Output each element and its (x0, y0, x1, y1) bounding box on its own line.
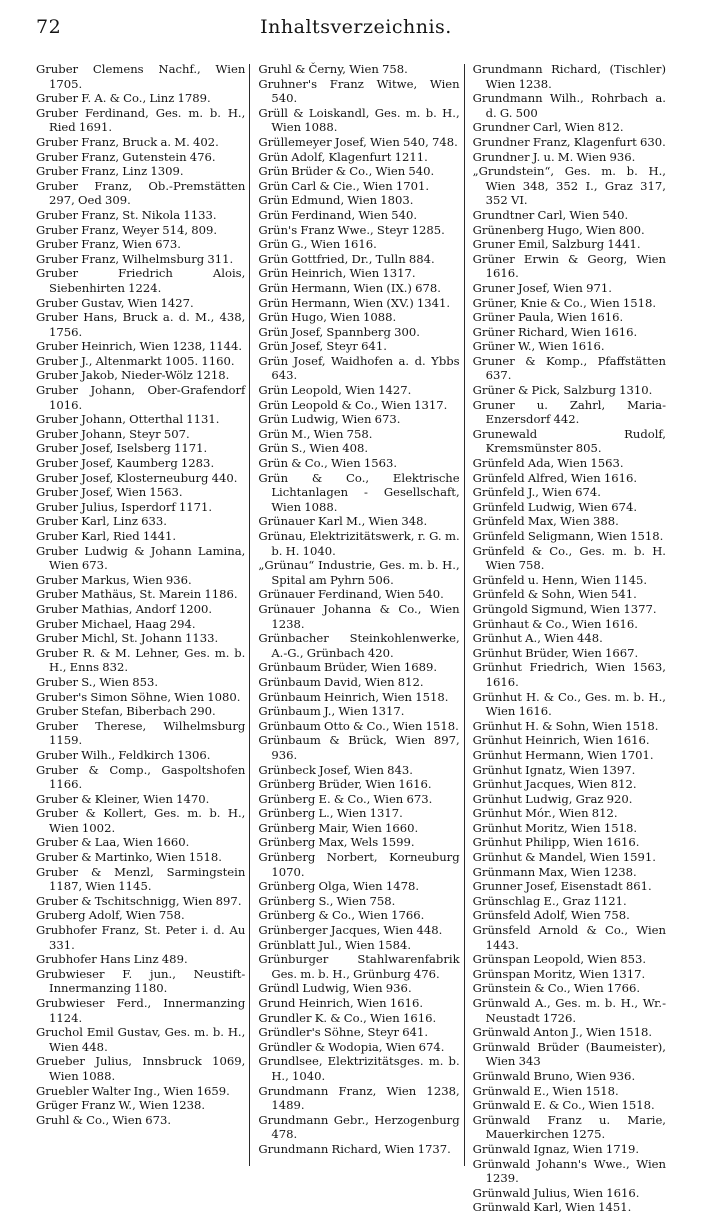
index-entry: Grüner & Pick, Salzburg 1310. (472, 383, 653, 398)
index-entry: Grünfeld Max, Wien 388. (472, 514, 619, 529)
index-entry: Grünwald Brüder (Baumeister), Wien 343 (472, 1039, 666, 1069)
index-entry: Grünauer Johanna & Co., Wien 1238. (258, 601, 460, 631)
index-entry: Grünfeld & Co., Ges. m. b. H. Wien 758. (472, 543, 666, 573)
index-entry: Grünhut H. & Co., Ges. m. b. H., Wien 1616. (472, 689, 666, 719)
index-entry: Grünauer Karl M., Wien 348. (258, 514, 428, 529)
index-entry: Grün Heinrich, Wien 1317. (258, 266, 416, 281)
index-entry: Grün M., Wien 758. (258, 426, 373, 441)
index-entry: Gruber & Kleiner, Wien 1470. (36, 791, 210, 806)
index-entry: Grünenberg Hugo, Wien 800. (472, 222, 645, 237)
index-entry: Grün Leopold, Wien 1427. (258, 383, 412, 398)
index-entry: Gruber & Laa, Wien 1660. (36, 835, 190, 850)
index-entry: Grüner Erwin & Georg, Wien 1616. (472, 251, 666, 281)
index-entry: Grünwald Johann's Wwe., Wien 1239. (472, 1156, 666, 1186)
index-entry: Gruber Michl, St. Johann 1133. (36, 631, 219, 646)
index-entry: Grünbaum Otto & Co., Wien 1518. (258, 718, 459, 733)
index-entry: Grünfeld & Sohn, Wien 541. (472, 587, 637, 602)
index-entry: Grünbeck Josef, Wien 843. (258, 762, 413, 777)
index-entry: Grünhut Jacques, Wien 812. (472, 777, 637, 792)
index-entry: Grünburger Stahlwarenfabrik Ges. m. b. H., Grünburg 476. (258, 952, 460, 981)
index-entry: Grundmann Gebr., Herzogenburg 478. (258, 1112, 460, 1142)
index-entry: Gruber Clemens Nachf., Wien 1705. (36, 62, 246, 91)
index-entry: Gruber S., Wien 853. (36, 674, 159, 689)
index-entry: „Grünau“ Industrie, Ges. m. b. H., Spital am Pyhrn 506. (258, 558, 460, 587)
index-entry: Grünberg Olga, Wien 1478. (258, 879, 420, 894)
index-entry: Gruber Johann, Steyr 507. (36, 426, 190, 441)
index-entry: Grüllemeyer Josef, Wien 540, 748. (258, 134, 458, 149)
index-entry: Grünhut Ludwig, Graz 920. (472, 791, 633, 806)
index-entry: Grünstein & Co., Wien 1766. (472, 981, 641, 996)
index-entry: Grundlsee, Elektrizitätsges. m. b. H., 1040. (258, 1054, 460, 1083)
index-entry: Grün Josef, Steyr 641. (258, 339, 387, 354)
index-entry: Gruber Michael, Haag 294. (36, 616, 196, 631)
index-entry: Grüner Paula, Wien 1616. (472, 310, 624, 325)
index-entry: Grün Hermann, Wien (IX.) 678. (258, 280, 441, 295)
index-entry: Gruber Josef, Kaumberg 1283. (36, 456, 215, 471)
index-entry: Grundner Carl, Wien 812. (472, 120, 624, 135)
index-entry: Gruber Wilh., Feldkirch 1306. (36, 747, 211, 762)
index-entry: Gruber Josef, Iselsberg 1171. (36, 441, 208, 456)
index-entry: Gruber Franz, Linz 1309. (36, 164, 184, 179)
index-entry: Grundmann Richard, (Tischler) Wien 1238. (472, 62, 666, 91)
index-entry: Grün Leopold & Co., Wien 1317. (258, 397, 448, 412)
index-entry: Gruner u. Zahrl, Maria-Enzersdorf 442. (472, 397, 666, 427)
index-entry: Grünberg S., Wien 758. (258, 893, 396, 908)
index-entry: Grünsfeld Adolf, Wien 758. (472, 908, 630, 923)
index-entry: Gruber F. A. & Co., Linz 1789. (36, 91, 211, 106)
page-title: Inhaltsverzeichnis. (260, 16, 452, 38)
index-entry: Grüner, Knie & Co., Wien 1518. (472, 295, 657, 310)
index-entry: Grünschlag E., Graz 1121. (472, 893, 627, 908)
index-entry: Gruber Johann, Ober-Grafendorf 1016. (36, 383, 246, 412)
index-entry: Gruber Hans, Bruck a. d. M., 438, 1756. (36, 310, 246, 339)
index-entry: Grünfeld u. Henn, Wien 1145. (472, 572, 648, 587)
index-entry: Grün Hermann, Wien (XV.) 1341. (258, 295, 451, 310)
index-entry: Grün Ferdinand, Wien 540. (258, 207, 418, 222)
index-entry: Gruber Franz, Bruck a. M. 402. (36, 134, 219, 149)
index-entry: Grünwald Franz u. Marie, Mauerkirchen 1275. (472, 1112, 666, 1142)
index-entry: Grünberg Norbert, Korneuburg 1070. (258, 850, 460, 879)
index-entry: Gruber & Martinko, Wien 1518. (36, 850, 222, 865)
index-entry: Grünwald E. & Co., Wien 1518. (472, 1098, 655, 1113)
index-entry: Grün Gottfried, Dr., Tulln 884. (258, 251, 435, 266)
index-entry: Grün's Franz Wwe., Steyr 1285. (258, 222, 445, 237)
index-entry: Grünhut Friedrich, Wien 1563, 1616. (472, 660, 666, 689)
index-entry: Grünwald Bruno, Wien 936. (472, 1068, 636, 1083)
index-entry: Gruber R. & M. Lehner, Ges. m. b. H., Enns 832. (36, 645, 246, 675)
index-entry: Grün Brüder & Co., Wien 540. (258, 164, 435, 179)
index-entry: Gruber Franz, Wilhelmsburg 311. (36, 251, 234, 266)
index-entry: Gruber & Kollert, Ges. m. b. H., Wien 1002. (36, 806, 246, 835)
index-entry: Grüger Franz W., Wien 1238. (36, 1098, 206, 1113)
index-entry: Gründl Ludwig, Wien 936. (258, 981, 412, 996)
index-entry: Gruchol Emil Gustav, Ges. m. b. H., Wien 448. (36, 1025, 246, 1054)
index-entry: Grund Heinrich, Wien 1616. (258, 996, 424, 1010)
index-entry: Grünberg Mair, Wien 1660. (258, 820, 419, 835)
index-entry: Grünberg E. & Co., Wien 673. (258, 791, 433, 806)
index-entry: Gruber J., Altenmarkt 1005. 1160. (36, 353, 235, 368)
index-column-3 (465, 62, 666, 1215)
index-entry: Grünfeld Ludwig, Wien 674. (472, 499, 638, 514)
index-entry: Gruhl & Co., Wien 673. (36, 1112, 172, 1127)
index-entry: Grünwald Anton J., Wien 1518. (472, 1025, 653, 1040)
index-entry: Grüngold Sigmund, Wien 1377. (472, 601, 657, 616)
index-entry: Gruber Franz, Wien 673. (36, 237, 181, 252)
index-entry: Gruber Gustav, Wien 1427. (36, 295, 194, 310)
index-entry: Grubhofer Hans Linz 489. (36, 952, 188, 967)
index-entry: Gruner & Komp., Pfaffstätten 637. (472, 353, 666, 383)
page-number: 72 (36, 16, 62, 38)
index-entry: Gruber Heinrich, Wien 1238, 1144. (36, 339, 243, 354)
index-entry: Grueber Julius, Innsbruck 1069, Wien 1088. (36, 1054, 246, 1083)
index-entry: Grünhut Brüder, Wien 1667. (472, 645, 639, 660)
index-entry: Grünhut & Mandel, Wien 1591. (472, 850, 656, 865)
index-entry: Gruhner's Franz Witwe, Wien 540. (258, 76, 460, 106)
index-entry: Grünhut Moritz, Wien 1518. (472, 820, 638, 835)
index-entry: Grünbaum Heinrich, Wien 1518. (258, 689, 449, 704)
index-entry: Gruber & Comp., Gaspoltshofen 1166. (36, 762, 246, 792)
index-entry: Grünbaum J., Wien 1317. (258, 704, 405, 719)
index-entry: Gruberg Adolf, Wien 758. (36, 908, 185, 923)
index-entry: Grün S., Wien 408. (258, 441, 369, 456)
index-entry: Grubwieser F. jun., Neustift-Innermanzing 1180. (36, 966, 246, 996)
index-entry: Gruber & Tschitschnigg, Wien 897. (36, 893, 242, 908)
index-entry: Grundmann Wilh., Rohrbach a. d. G. 500 (472, 91, 666, 120)
index-entry: Gruebler Walter Ing., Wien 1659. (36, 1083, 230, 1098)
index-entry: Gruber's Simon Söhne, Wien 1080. (36, 689, 241, 704)
index-entry: Gruber Friedrich Alois, Siebenhirten 1224. (36, 266, 246, 295)
index-entry: Gruber Markus, Wien 936. (36, 572, 192, 587)
index-entry: Grünmann Max, Wien 1238. (472, 864, 637, 879)
index-entry: Grünhaut & Co., Wien 1616. (472, 616, 638, 631)
index-entry: Grün Edmund, Wien 1803. (258, 193, 414, 208)
index-entry: Gruber & Menzl, Sarmingstein 1187, Wien 1145. (36, 864, 246, 894)
index-entry: Grüner Richard, Wien 1616. (472, 324, 638, 339)
index-entry: Grün G., Wien 1616. (258, 237, 377, 252)
index-entry: Gruber Julius, Isperdorf 1171. (36, 499, 213, 514)
index-entry: Grüll & Loiskandl, Ges. m. b. H., Wien 1088. (258, 105, 460, 135)
index-entry: Grünfeld Ada, Wien 1563. (472, 456, 624, 471)
page-header (0, 0, 712, 52)
index-entry: Gruber Franz, Weyer 514, 809. (36, 222, 218, 237)
index-entry: Gruner Emil, Salzburg 1441. (472, 237, 641, 252)
index-entry: Grün Hugo, Wien 1088. (258, 310, 397, 325)
index-entry: Grünspan Moritz, Wien 1317. (472, 966, 646, 981)
index-entry: Grünwald A., Ges. m. b. H., Wr.-Neustadt 1726. (472, 996, 666, 1025)
index-entry: Grünbaum & Brück, Wien 897, 936. (258, 733, 460, 762)
index-entry: Grünhut Heinrich, Wien 1616. (472, 733, 650, 748)
index-entry: Grünfeld Alfred, Wien 1616. (472, 470, 638, 485)
index-entry: Grün & Co., Wien 1563. (258, 456, 398, 471)
index-entry: Gruber Karl, Linz 633. (36, 514, 167, 529)
index-entry: Grün Josef, Spannberg 300. (258, 324, 420, 339)
index-entry: Grünhut Philipp, Wien 1616. (472, 835, 640, 850)
index-entry: Gruber Karl, Ried 1441. (36, 529, 177, 543)
index-entry: Grünfeld Seligmann, Wien 1518. (472, 529, 664, 543)
index-entry: Gruber Johann, Otterthal 1131. (36, 412, 220, 427)
index-entry: Gruber Josef, Klosterneuburg 440. (36, 470, 238, 485)
index-entry: Gruber Therese, Wilhelmsburg 1159. (36, 718, 246, 748)
index-entry: Grünbacher Steinkohlenwerke, A.-G., Grünbach 420. (258, 631, 460, 660)
index-entry: Grünberg L., Wien 1317. (258, 806, 403, 821)
index-entry: Grünberger Jacques, Wien 448. (258, 923, 443, 938)
index-entry: Grünsfeld Arnold & Co., Wien 1443. (472, 923, 666, 952)
index-entry: Grubwieser Ferd., Innermanzing 1124. (36, 996, 246, 1025)
index-entry: Gruber Mathias, Andorf 1200. (36, 601, 213, 616)
index-entry: Grün Carl & Cie., Wien 1701. (258, 178, 430, 193)
index-column-2 (250, 62, 463, 1166)
index-entry: Grünbaum David, Wien 812. (258, 674, 424, 689)
index-entry: Grünwald Julius, Wien 1616. (472, 1185, 640, 1200)
index-entry: Gruner Josef, Wien 971. (472, 280, 612, 295)
index-entry: Grunewald Rudolf, Kremsmünster 805. (472, 426, 666, 456)
index-entry: Grüner W., Wien 1616. (472, 339, 605, 354)
index-entry: Gründler & Wodopia, Wien 674. (258, 1039, 445, 1054)
index-entry: Gruhl & Černy, Wien 758. (258, 62, 408, 76)
index-entry: Grünwald Karl, Wien 1451. (472, 1200, 632, 1215)
index-entry: Grundmann Richard, Wien 1737. (258, 1141, 451, 1156)
index-entry: Grunner Josef, Eisenstadt 861. (472, 879, 652, 894)
index-entry: Grünspan Leopold, Wien 853. (472, 952, 647, 967)
index-entry: Grünblatt Jul., Wien 1584. (258, 937, 412, 952)
index-entry: Grubhofer Franz, St. Peter i. d. Au 331. (36, 923, 246, 952)
index-entry: „Grundstein“, Ges. m. b. H., Wien 348, 352 I., Graz 317, 352 VI. (472, 164, 666, 208)
index-columns (36, 62, 666, 1215)
index-entry: Grundner J. u. M. Wien 936. (472, 149, 636, 164)
index-entry: Grünhut A., Wien 448. (472, 631, 603, 646)
index-entry: Grün Adolf, Klagenfurt 1211. (258, 149, 428, 164)
index-entry: Gruber Franz, Ob.-Premstätten 297, Oed 309. (36, 178, 246, 208)
index-entry: Gruber Franz, Gutenstein 476. (36, 149, 216, 164)
index-entry: Grün Josef, Waidhofen a. d. Ybbs 643. (258, 353, 460, 383)
index-entry: Gruber Jakob, Nieder-Wölz 1218. (36, 368, 230, 383)
index-entry: Grundner Franz, Klagenfurt 630. (472, 134, 666, 149)
index-entry: Gruber Ferdinand, Ges. m. b. H., Ried 1691. (36, 105, 246, 135)
index-entry: Gründler's Söhne, Steyr 641. (258, 1025, 429, 1040)
index-entry: Gruber Ludwig & Johann Lamina, Wien 673. (36, 543, 246, 573)
index-entry: Grünhut Hermann, Wien 1701. (472, 747, 654, 762)
index-entry: Grün & Co., Elektrische Lichtanlagen - Gesellschaft, Wien 1088. (258, 470, 460, 514)
index-entry: Grünwald E., Wien 1518. (472, 1083, 619, 1098)
index-entry: Gruber Franz, St. Nikola 1133. (36, 207, 217, 222)
index-entry: Grünhut Ignatz, Wien 1397. (472, 762, 636, 777)
index-entry: Gruber Stefan, Biberbach 290. (36, 704, 216, 719)
index-column-1 (36, 62, 249, 1166)
index-entry: Grünhut Mór., Wien 812. (472, 806, 618, 821)
index-entry: Grünberg & Co., Wien 1766. (258, 908, 425, 923)
index-entry: Grünberg Brüder, Wien 1616. (258, 777, 432, 792)
index-entry: Grünbaum Brüder, Wien 1689. (258, 660, 438, 675)
index-entry: Grünberg Max, Wels 1599. (258, 835, 415, 850)
index-entry: Grün Ludwig, Wien 673. (258, 412, 401, 427)
index-entry: Grünwald Ignaz, Wien 1719. (472, 1141, 640, 1156)
index-entry: Grundmann Franz, Wien 1238, 1489. (258, 1083, 460, 1113)
index-entry: Gruber Josef, Wien 1563. (36, 485, 183, 500)
index-entry: Grünauer Ferdinand, Wien 540. (258, 587, 444, 602)
index-entry: Grundler K. & Co., Wien 1616. (258, 1010, 437, 1025)
index-entry: Grundtner Carl, Wien 540. (472, 207, 629, 222)
index-entry: Grünhut H. & Sohn, Wien 1518. (472, 718, 659, 733)
index-entry: Gruber Mathäus, St. Marein 1186. (36, 587, 238, 602)
index-entry: Grünau, Elektrizitätswerk, r. G. m. b. H. 1040. (258, 529, 460, 558)
index-entry: Grünfeld J., Wien 674. (472, 485, 601, 500)
